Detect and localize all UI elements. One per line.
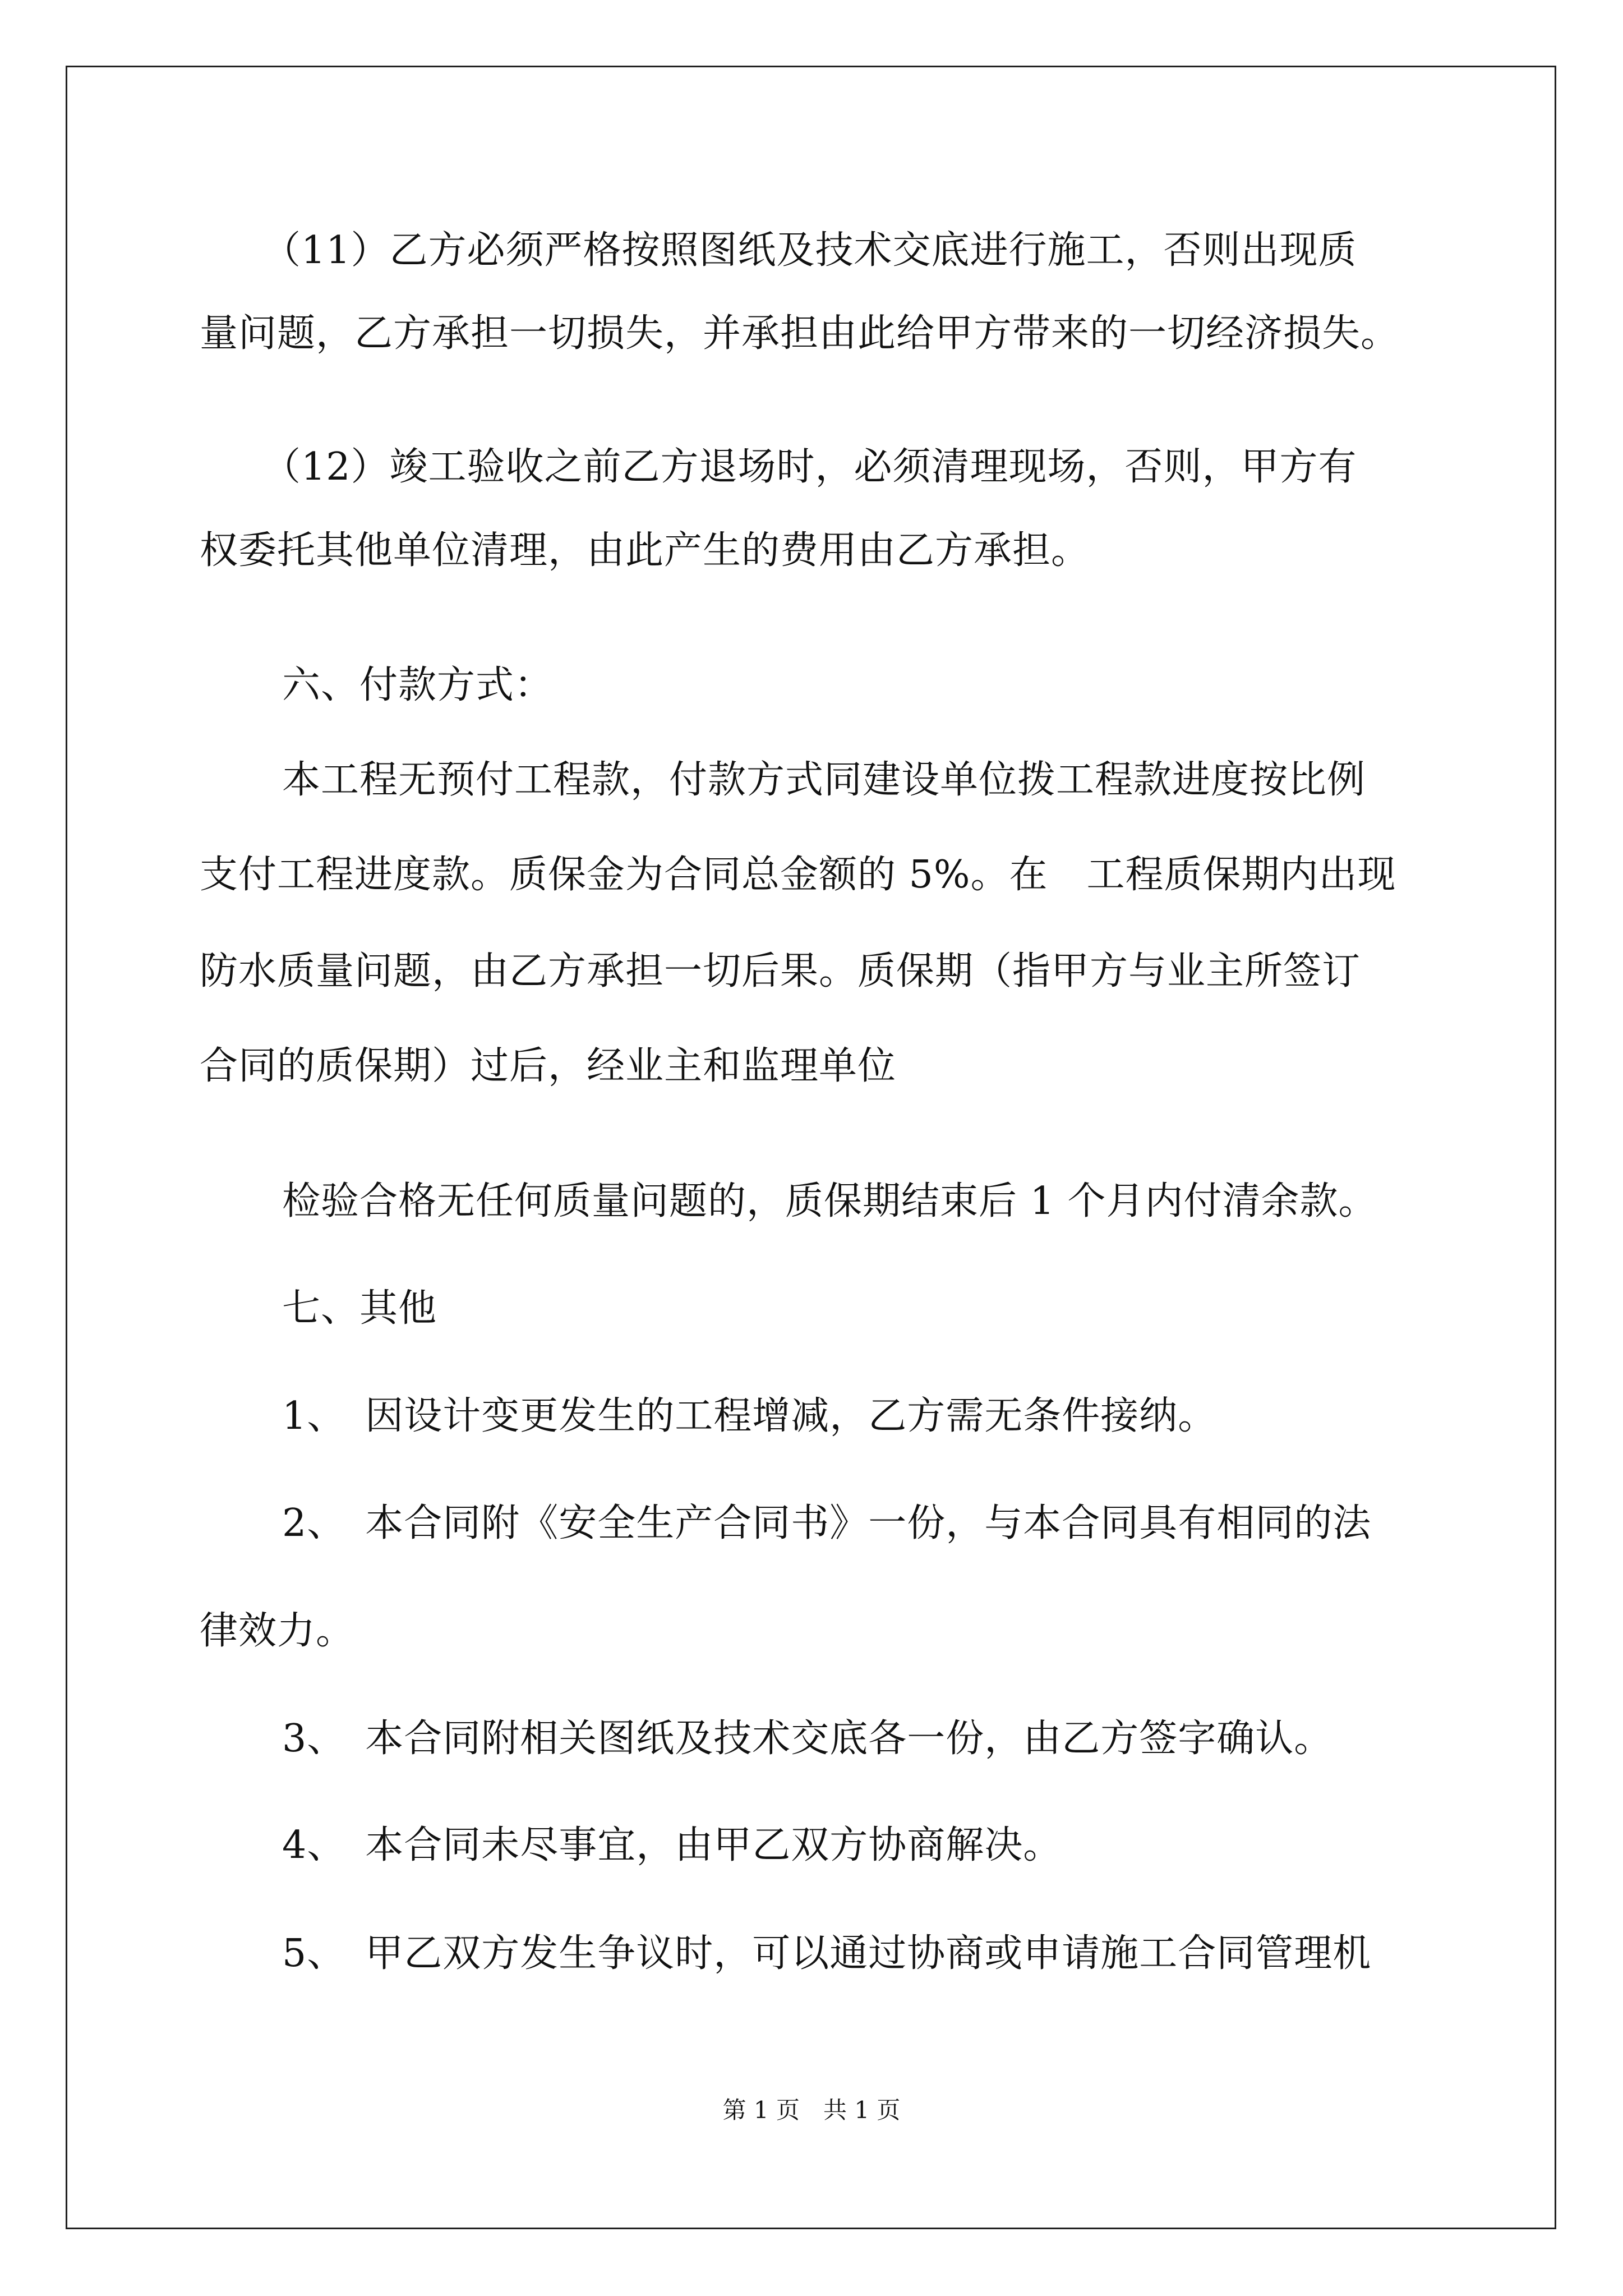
paragraph-line: （12）竣工验收之前乙方退场时，必须清理现场，否则，甲方有 xyxy=(262,445,1357,489)
paragraph-line: 本工程无预付工程款，付款方式同建设单位拨工程款进度按比例 xyxy=(282,758,1366,802)
paragraph-line: （11）乙方必须严格按照图纸及技术交底进行施工，否则出现质 xyxy=(262,228,1357,273)
section-heading: 六、付款方式： xyxy=(282,663,554,707)
list-item: 3、 本合同附相关图纸及技术交底各一份，由乙方签字确认。 xyxy=(282,1717,1333,1761)
list-item: 2、 本合同附《安全生产合同书》一份，与本合同具有相同的法 xyxy=(282,1501,1372,1545)
list-item: 5、 甲乙双方发生争议时，可以通过协商或申请施工合同管理机 xyxy=(282,1931,1372,1976)
paragraph-line: 量问题，乙方承担一切损失，并承担由此给甲方带来的一切经济损失。 xyxy=(200,311,1400,356)
list-item-continuation: 律效力。 xyxy=(200,1609,355,1653)
paragraph-line: 支付工程进度款。质保金为合同总金额的 5%。在 工程质保期内出现 xyxy=(200,853,1396,897)
paragraph-line: 合同的质保期）过后，经业主和监理单位 xyxy=(200,1044,897,1088)
list-item: 1、 因设计变更发生的工程增减，乙方需无条件接纳。 xyxy=(282,1394,1217,1438)
page-number-footer: 第 1 页 共 1 页 xyxy=(722,2096,901,2124)
page-border xyxy=(66,66,1556,2229)
list-item: 4、 本合同未尽事宜，由甲乙双方协商解决。 xyxy=(282,1823,1062,1867)
paragraph-line: 防水质量问题，由乙方承担一切后果。质保期（指甲方与业主所签订 xyxy=(200,949,1361,993)
paragraph-line: 权委托其他单位清理，由此产生的费用由乙方承担。 xyxy=(200,528,1090,573)
section-heading: 七、其他 xyxy=(282,1286,437,1331)
paragraph-line: 检验合格无任何质量问题的，质保期结束后 1 个月内付清余款。 xyxy=(282,1179,1377,1223)
